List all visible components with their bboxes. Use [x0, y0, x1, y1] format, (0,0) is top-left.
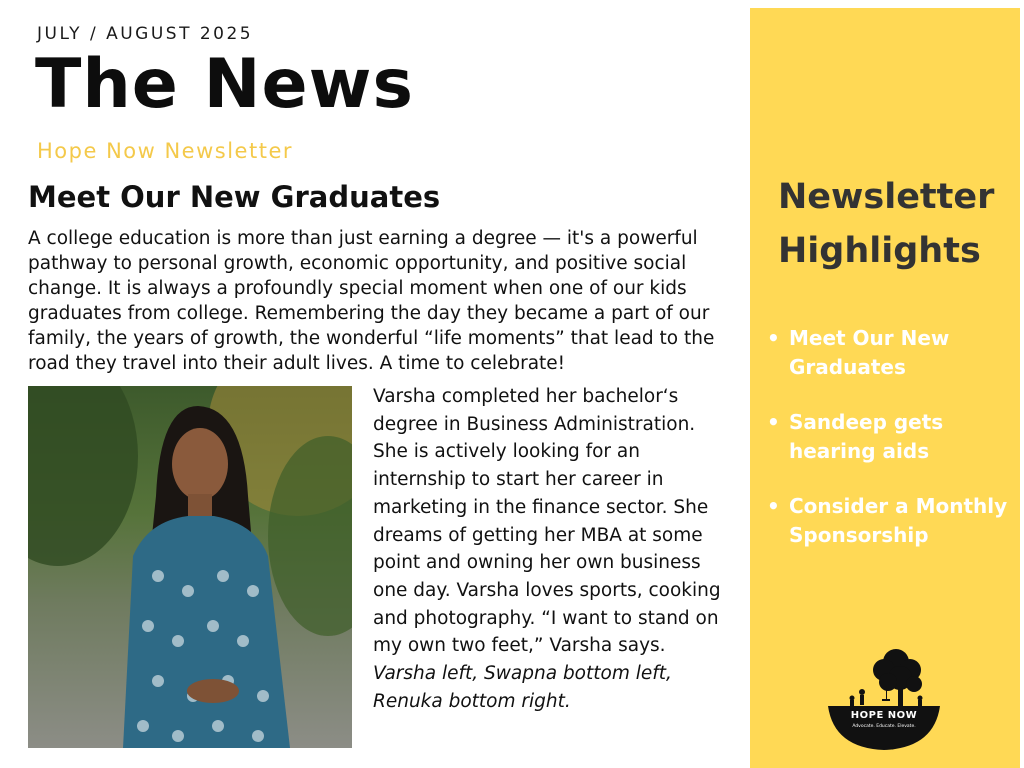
- highlight-item-sponsorship: • Consider a Monthly Sponsorship: [764, 492, 1014, 550]
- photo-hands: [187, 679, 239, 703]
- logo-tagline: Advocate. Educate. Elevate.: [852, 724, 916, 729]
- highlight-item-hearing-aids: • Sandeep gets hearing aids: [764, 408, 1014, 466]
- photo-foliage-left: [28, 386, 138, 566]
- graduate-bio: [373, 383, 728, 715]
- tree-icon: [873, 649, 922, 708]
- sidebar-title-line1: Newsletter: [778, 177, 995, 217]
- photo-caption: Varsha left, Swapna bottom left, Renuka bottom right.: [373, 663, 672, 712]
- photo-dress: [123, 516, 290, 748]
- newsletter-subtitle: Hope Now Newsletter: [37, 139, 293, 163]
- logo-name: HOPE NOW: [850, 710, 918, 721]
- graduate-photo: [28, 386, 352, 748]
- highlights-list: [764, 324, 1014, 576]
- page-title: The News: [35, 45, 414, 124]
- highlight-item-graduates: • Meet Our New Graduates: [764, 324, 1014, 382]
- issue-date: JULY / AUGUST 2025: [37, 24, 254, 44]
- highlights-sidebar: [750, 8, 1020, 768]
- sidebar-title: [778, 170, 994, 278]
- section-heading: Meet Our New Graduates: [28, 180, 441, 214]
- photo-face: [172, 428, 228, 500]
- intro-paragraph: A college education is more than just earning a degree — it's a powerful pathway to personal growth, economic opportunity, and positive social change. It is always a profoundly special moment when one of our kids graduates from college. Remembering the day they became a part of our family, the years of growth, the wonderful “life moments” that lead to the road they travel into their adult lives. A time to celebrate!: [28, 228, 715, 374]
- bio-text: Varsha completed her bachelor‘s degree in Business Administration. She is actively looking for an internship to start her career in marketing in the finance sector. She dreams of getting her MBA at some point and owning her own business one day. Varsha loves sports, cooking and photography. “I want to stand on my own two feet,” Varsha says.: [373, 386, 721, 657]
- sidebar-title-line2: Highlights: [778, 231, 981, 271]
- hope-now-logo: [826, 644, 942, 752]
